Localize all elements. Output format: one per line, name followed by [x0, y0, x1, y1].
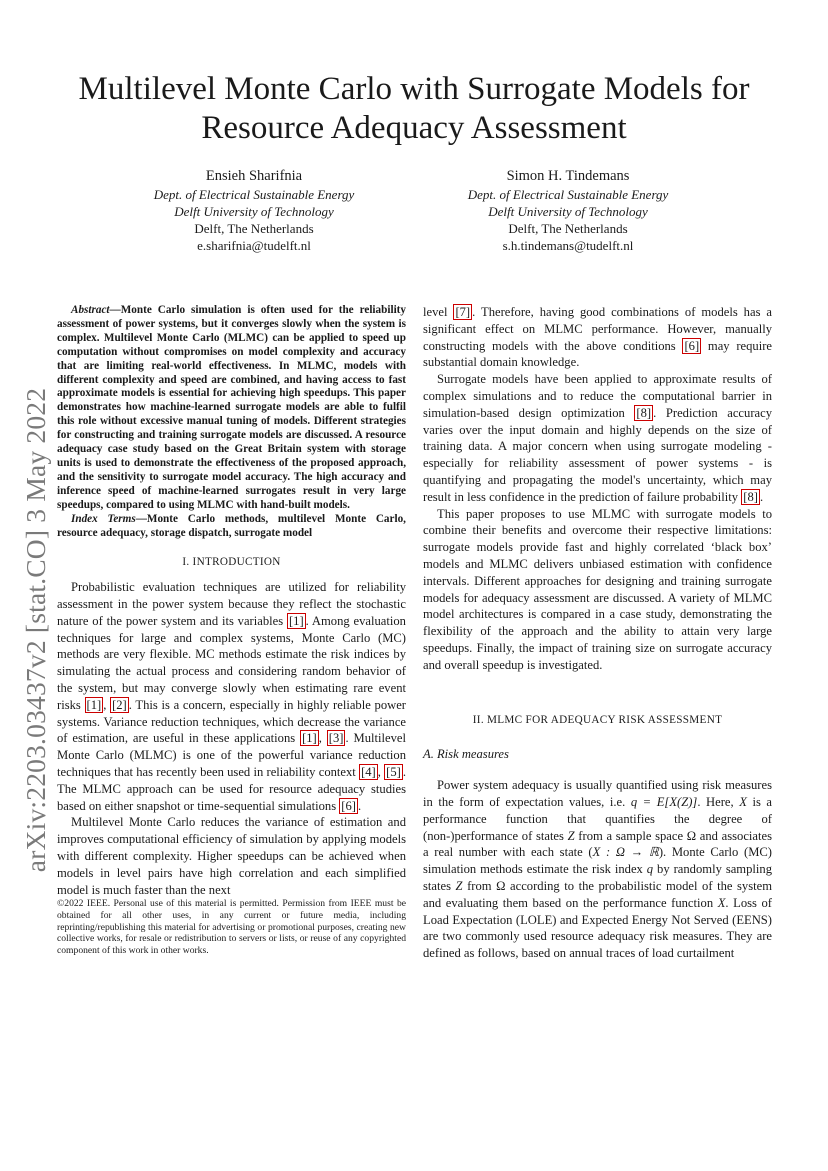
- citation-link[interactable]: [1]: [86, 697, 102, 712]
- text-span: Probabilistic evaluation techniques are utilized for reliability assessment in the power system because they reflect the stochastic nature of the power system and its variables: [57, 580, 406, 628]
- author-name: Simon H. Tindemans: [506, 168, 630, 184]
- citation-link[interactable]: [1]: [302, 731, 317, 746]
- text-span: from Ω according to the probabilistic model of the system and evaluating them based on the performance function: [423, 878, 772, 910]
- author-dept: Dept. of Electrical Sustainable Energy: [153, 187, 355, 202]
- text-span: .: [759, 489, 764, 504]
- title-line-1: Multilevel Monte Carlo with Surrogate Models for: [78, 71, 750, 107]
- citation-link[interactable]: [3]: [328, 731, 344, 746]
- author-block-2: [418, 166, 718, 254]
- abstract-text: Monte Carlo simulation is often used for the reliability assessment of power systems, but it converges slowly when the system is complex. Multilevel Monte Carlo (MLMC) can be applied to speed up computation without compromises on model complexity and accuracy that are limiting real-world effectiveness. In MLMC, models with different complexity and speed are combined, and having access to fast approximate models is essential for achieving high speedups. This paper demonstrates how machine-learned surrogate models are able to fulfil this role without excessive manual tuning of models. Different strategies for constructing and training surrogate models are discussed. A resource adequacy case study based on the Great Britain system with storage units is used to demonstrate the effectiveness of the proposed approach, and the sensitivity to surrogate model accuracy. The high accuracy and inference speed of machine-learned surrogates result in very large speedups, compared to using MLMC with hand-built models.: [57, 304, 406, 511]
- text-span: . Among evaluation techniques for large and complex systems, Monte Carlo (MC) methods are very flexible. MC methods estimate the risk indices by simulating the actual process and considering random behavior of the system, but may converge slowly when estimating rare event risks: [57, 613, 406, 712]
- author-city: Delft, The Netherlands: [508, 221, 628, 236]
- right-paragraph-3: This paper proposes to use MLMC with surrogate models to combine their benefits and overcome their respective limitations: surrogate models provide fast and highly correlated ‘black box’ models and MLMC delivers unbiased estimation with confidence intervals. Different approaches for designing and training surrogate models for adequacy assessment are discussed. A variety of MLMC model architectures is compared in a case study, demonstrating the flexibility of the approach and the ability to attain very large speedups. Finally, the impact of training size on surrogate accuracy and overall speedup is investigated.: [423, 506, 772, 672]
- text-span: ,: [103, 697, 111, 712]
- citation-link[interactable]: [7]: [455, 305, 471, 319]
- text-span: . The MLMC approach can be used for resource adequacy studies based on either snapshot or time-sequential simulations: [57, 764, 406, 813]
- text-span: is a performance function that quantifies the degree of (non-)performance of states: [423, 794, 773, 843]
- right-paragraph-2: [423, 371, 772, 505]
- section-number: II.: [472, 713, 484, 726]
- author-univ: Delft University of Technology: [174, 204, 334, 219]
- math-symbol: X: [717, 895, 726, 910]
- index-terms-label: Index Terms: [71, 512, 136, 525]
- citation-link[interactable]: [1]: [288, 613, 304, 628]
- section-title: FOR ADEQUACY RISK ASSESSMENT: [525, 713, 723, 726]
- math-symbol: Z: [567, 828, 575, 843]
- intro-paragraph-2: Multilevel Monte Carlo reduces the variance of estimation and improves computational efficiency of simulation by applying models with different complexity. Higher speedups can be achieved when models in level pairs have high correlation and each simplified model is much faster than the next: [57, 815, 406, 897]
- arxiv-stamp[interactable]: arXiv:2203.03437v2 [stat.CO] 3 May 2022: [20, 387, 51, 873]
- text-span: by randomly sampling states: [423, 862, 772, 893]
- section-title-acronym: MLMC: [487, 713, 523, 726]
- text-span: Power system adequacy is usually quantified using risk measures in the form of expectation values, i.e.: [423, 778, 772, 809]
- text-span: . Prediction accuracy varies over the input domain and highly depends on the size of training data. A major concern when using surrogate modeling - especially for reliability assessment of power systems - is quantifying and propagating the model's uncertainty, which may result in less confidence in the prediction of failure probability: [423, 405, 772, 504]
- text-span: . Multilevel Monte Carlo (MLMC) is one of the powerful variance reduction techniques that has recently been used in reliability context: [57, 731, 406, 779]
- right-column: [423, 304, 772, 962]
- title-line-2: Resource Adequacy Assessment: [201, 110, 627, 146]
- text-span: ,: [377, 764, 385, 779]
- right-paragraph-1: [423, 304, 772, 371]
- abstract: Abstract—Monte Carlo simulation is often used for the reliability assessment of power systems, but it converges slowly when the system is complex. Multilevel Monte Carlo (MLMC) can be applied to speed up computation without compromises on model complexity and accuracy that are limiting real-world effectiveness. In MLMC, models with different complexity and speed are combined, and having access to fast approximate models is essential for achieving high speedups. This paper demonstrates how machine-learned surrogate models are able to fulfil this role without excessive manual tuning of models. Different strategies for constructing and training surrogate models are discussed. A resource adequacy case study based on the Great Britain system with storage units is used to demonstrate the effectiveness of the proposed approach, and the sensitivity to surrogate model accuracy. The high accuracy and inference speed of machine-learned surrogates result in very large speedups, compared to using MLMC with hand-built models.: [57, 304, 406, 511]
- paper-title: [0, 70, 828, 148]
- citation-link[interactable]: [4]: [361, 764, 376, 779]
- math-expression: q = E[X(Z)]: [630, 794, 698, 809]
- author-block-1: [104, 166, 404, 254]
- author-univ: Delft University of Technology: [488, 204, 648, 219]
- text-span: . Therefore, having good combinations of models has a significant effect on MLMC performance. However, manually constructing models with the above conditions: [423, 305, 773, 353]
- text-span: ). Monte Carlo (MC) simulation methods estimate the risk index: [423, 845, 772, 877]
- math-symbol: q: [646, 862, 654, 877]
- section-heading-2: [423, 712, 772, 729]
- left-column: [57, 304, 406, 956]
- math-expression: X : Ω → ℝ: [592, 845, 659, 860]
- section-number: I.: [182, 556, 190, 569]
- text-span: ,: [318, 731, 327, 746]
- text-span: level: [423, 305, 454, 319]
- index-terms-text: Monte Carlo methods, multilevel Monte Carlo, resource adequacy, storage dispatch, surrogate model: [57, 512, 406, 539]
- math-symbol: Z: [455, 878, 463, 893]
- text-span: . This is a concern, especially in highly reliable power systems. Variance reduction techniques, which decrease the variance of estimation, are useful in these applications: [57, 697, 406, 746]
- author-email[interactable]: e.sharifnia@tudelft.nl: [197, 238, 311, 253]
- citation-link[interactable]: [6]: [341, 798, 356, 813]
- text-span: .: [357, 798, 362, 813]
- abstract-label: Abstract: [71, 304, 110, 316]
- citation-link[interactable]: [5]: [386, 764, 401, 779]
- math-symbol: X: [739, 794, 747, 809]
- section-title: INTRODUCTION: [192, 556, 281, 569]
- intro-paragraph-1: [57, 579, 406, 814]
- author-name: Ensieh Sharifnia: [205, 168, 303, 184]
- copyright-notice: ©2022 IEEE. Personal use of this material is permitted. Permission from IEEE must be obtained for all other uses, in any current or future media, including reprinting/republishing this material for advertising or promotional purposes, creating new collective works, for resale or redistribution to servers or lists, or reuse of any copyrighted component of this work in other works.: [57, 898, 406, 956]
- index-terms: Index Terms—Monte Carlo methods, multilevel Monte Carlo, resource adequacy, storage dispatch, surrogate model: [57, 512, 406, 539]
- author-city: Delft, The Netherlands: [194, 221, 314, 236]
- text-span: . Here,: [697, 794, 740, 809]
- citation-link[interactable]: [2]: [112, 697, 127, 712]
- text-span: from a sample space Ω and associates a real number with each state (: [423, 828, 772, 860]
- text-span: . Loss of Load Expectation (LOLE) and Expected Energy Not Served (EENS) are two commonly used resource adequacy risk measures. They are defined as follows, based on annual traces of load curtailment: [423, 895, 772, 961]
- author-email[interactable]: s.h.tindemans@tudelft.nl: [502, 238, 634, 253]
- risk-measures-paragraph: [423, 777, 772, 962]
- citation-link[interactable]: [6]: [684, 338, 700, 353]
- subsection-heading: A. Risk measures: [423, 747, 509, 762]
- section-heading-1: [57, 554, 406, 571]
- author-dept: Dept. of Electrical Sustainable Energy: [467, 187, 669, 202]
- citation-link[interactable]: [8]: [743, 489, 758, 504]
- text-span: may require substantial domain knowledge.: [423, 338, 773, 370]
- text-span: Surrogate models have been applied to approximate results of complex simulations and to reduce the computational barrier in simulation-based design optimization: [423, 372, 772, 420]
- citation-link[interactable]: [8]: [636, 405, 652, 420]
